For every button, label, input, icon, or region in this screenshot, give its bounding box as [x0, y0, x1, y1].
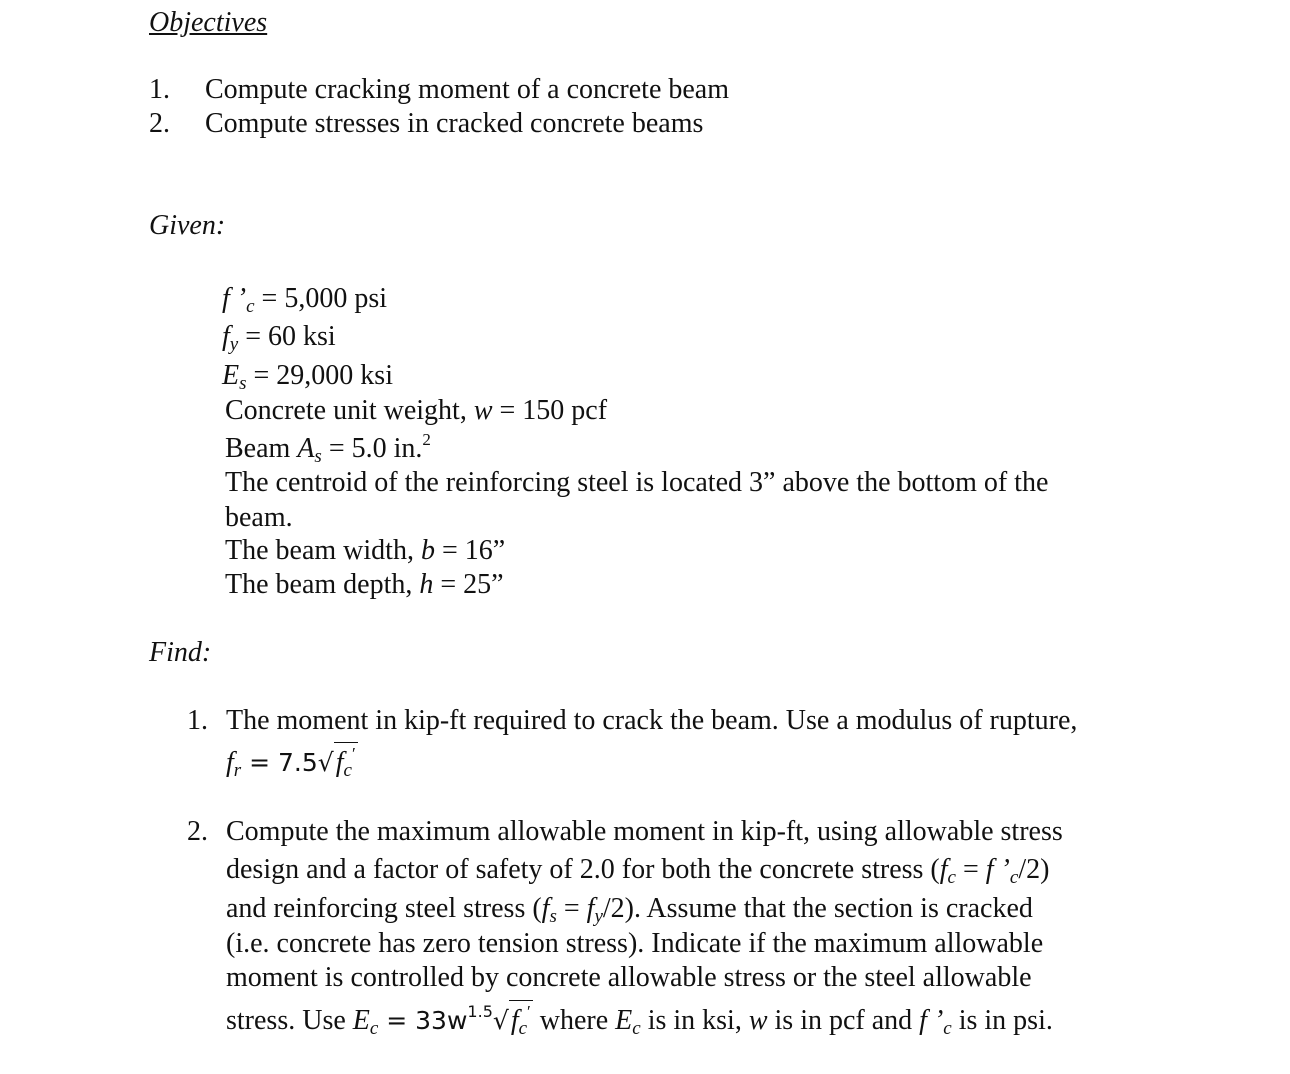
given-unit-weight: [225, 394, 607, 428]
value: = 16”: [434, 535, 506, 566]
find-item-2-line-2: [226, 853, 1049, 890]
value: = 5.0 in.: [321, 433, 423, 464]
value: = 25”: [433, 569, 504, 600]
square-root: [318, 742, 358, 783]
symbol: f: [510, 1005, 519, 1036]
symbol: f: [541, 893, 550, 924]
square-root: [493, 1000, 533, 1041]
symbol: f ’: [919, 1005, 944, 1036]
formula: = 33w: [378, 1006, 468, 1035]
text: design and a factor of safety of 2.0 for both the concrete stress (: [226, 854, 940, 885]
text: and reinforcing steel stress (: [226, 893, 542, 924]
find-item-2-line-4: (i.e. concrete has zero tension stress). Indicate if the maximum allowable: [226, 928, 1044, 959]
find-heading: Find:: [149, 637, 212, 668]
given-centroid-line-1: The centroid of the reinforcing steel is located 3” above the bottom of the: [225, 467, 1049, 498]
symbol: E: [352, 1005, 370, 1036]
objective-item-2: [149, 107, 703, 141]
text: is in psi.: [951, 1005, 1053, 1036]
symbol: f ’: [985, 854, 1010, 885]
find-item-2-line-6: [226, 1000, 1053, 1041]
given-es: [222, 359, 393, 396]
subscript: c: [947, 867, 956, 888]
symbol: E: [615, 1005, 633, 1036]
objectives-heading: Objectives: [149, 7, 268, 38]
text: =: [556, 893, 587, 924]
label: The beam width,: [225, 535, 421, 566]
find-item-2-number: 2.: [187, 816, 208, 847]
given-depth: [225, 568, 504, 602]
symbol: E: [222, 360, 240, 391]
symbol: f: [939, 854, 948, 885]
text: is in ksi,: [640, 1005, 749, 1036]
subscript: s: [239, 373, 247, 394]
objective-item-1: [149, 73, 729, 107]
find-item-1-line-1: The moment in kip-ft required to crack the beam. Use a modulus of rupture,: [226, 705, 1078, 736]
label: Concrete unit weight,: [225, 395, 474, 426]
symbol: f: [222, 321, 230, 352]
objective-number: 1.: [149, 74, 170, 105]
subscript: c: [246, 296, 255, 317]
value: = 60 ksi: [238, 321, 336, 352]
given-heading: Given:: [149, 210, 226, 241]
radical-sign: √: [317, 748, 334, 777]
value: = 5,000 psi: [254, 283, 388, 314]
rupture-formula: [226, 742, 358, 783]
label: Beam: [225, 433, 298, 464]
subscript: c: [369, 1018, 379, 1039]
radical-sign: √: [492, 1006, 509, 1035]
symbol: f ’: [222, 283, 247, 314]
subscript: c: [343, 760, 352, 781]
subscript: s: [549, 906, 557, 927]
given-width: [225, 534, 505, 568]
given-as: [225, 430, 431, 469]
subscript: y: [229, 334, 239, 355]
given-fc: [222, 282, 387, 319]
text: /2): [1018, 854, 1050, 885]
symbol: A: [297, 433, 315, 464]
given-fy: [222, 320, 336, 357]
symbol: f: [335, 747, 344, 778]
subscript: s: [314, 446, 322, 467]
label: The beam depth,: [225, 569, 420, 600]
prime: ′: [527, 1002, 531, 1021]
subscript: c: [943, 1018, 952, 1039]
subscript: r: [233, 760, 242, 781]
objective-number: 2.: [149, 108, 170, 139]
symbol: w: [473, 395, 493, 426]
subscript: c: [632, 1018, 641, 1039]
text: stress. Use: [226, 1005, 353, 1036]
superscript: 2: [422, 430, 431, 449]
subscript: c: [518, 1018, 528, 1039]
text: is in pcf and: [767, 1005, 920, 1036]
text: where: [532, 1005, 616, 1036]
objective-text: Compute cracking moment of a concrete beam: [205, 74, 730, 105]
subscript: c: [1009, 867, 1019, 888]
find-item-2-line-1: Compute the maximum allowable moment in kip-ft, using allowable stress: [226, 816, 1063, 847]
subscript: y: [594, 906, 603, 927]
find-item-2-line-3: [226, 892, 1033, 929]
symbol: f: [226, 747, 234, 778]
find-item-2-line-5: moment is controlled by concrete allowable stress or the steel allowable: [226, 962, 1032, 993]
symbol: b: [420, 535, 435, 566]
exponent: 1.5: [467, 1002, 493, 1021]
value: = 150 pcf: [492, 395, 608, 426]
symbol: h: [419, 569, 434, 600]
symbol: w: [748, 1005, 768, 1036]
value: = 29,000 ksi: [246, 360, 393, 391]
coefficient: = 7.5: [241, 748, 318, 777]
prime: ′: [351, 744, 356, 763]
objective-text: Compute stresses in cracked concrete beams: [205, 108, 704, 139]
find-item-1-number: 1.: [187, 705, 208, 736]
text: =: [955, 854, 986, 885]
symbol: f: [586, 893, 595, 924]
text: /2). Assume that the section is cracked: [602, 893, 1033, 924]
given-centroid-line-2: beam.: [225, 502, 293, 533]
